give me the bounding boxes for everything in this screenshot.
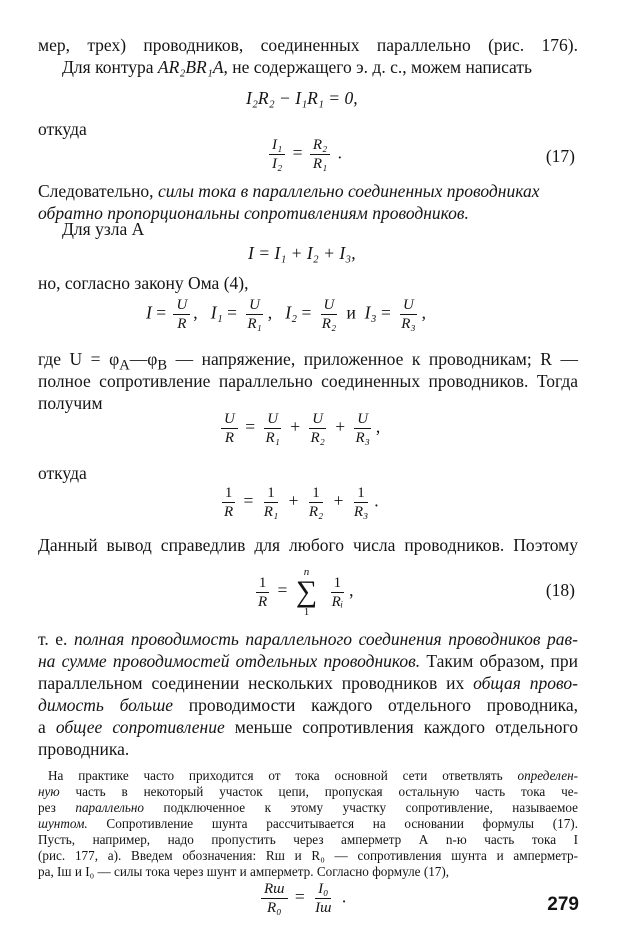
denominator: R₁ <box>247 316 262 332</box>
text-segment: Для контура <box>62 57 158 77</box>
numerator: U <box>354 410 371 429</box>
text-segment: рез <box>38 800 76 815</box>
text-line-2 <box>62 56 578 78</box>
fraction <box>261 880 288 917</box>
upper-limit: n <box>303 566 310 578</box>
text-line-15 <box>38 672 578 694</box>
text-line-11: получим <box>38 393 103 413</box>
equation-sum-1: $\frac{1}{R}$ = $\frac{1}{\text{R₁}}$ + $\frac{1}{\text{R₂}}$ + $\frac{1}{\text{R₃}}$ . <box>218 484 379 521</box>
numerator: R₂ <box>310 136 330 155</box>
denominator: R₂ <box>308 504 324 520</box>
numerator: I₀ <box>315 880 331 899</box>
small-line-1 <box>48 768 578 784</box>
text-line-16 <box>38 694 578 716</box>
text-segment: Сопротивление шунта рассчитывается на основании формулы (17). <box>87 816 578 831</box>
page-number: 279 <box>547 894 579 915</box>
text-line-17 <box>38 716 578 738</box>
numerator: U <box>321 296 338 315</box>
text-segment: Следовательно, <box>38 181 158 201</box>
text-line-5 <box>38 180 578 202</box>
equation-17: $\frac{\text{I₁}}{\text{I₂}}$ = $\frac{\text{R₂}}{\text{R₁}}$ . <box>266 136 342 173</box>
var: I₁ <box>210 302 223 323</box>
text-italic: полная проводимость параллельного соединения проводников рав- <box>73 629 578 649</box>
equation-ohm: I = $\frac{U}{R}$ , I₁ = $\frac{U}{\text{R₁}}$ , I₂ = $\frac{U}{\text{R₂}}$ и I₃ = $\frac{U}{\text{R₃}}$ , <box>146 297 426 332</box>
small-line-5: Пусть, например, надо пропустить через амперметр А n-ю часть тока I <box>38 832 578 847</box>
denominator: R <box>224 504 234 520</box>
sigma-sign: ∑ <box>295 575 318 608</box>
text-segment: где U = φ <box>38 349 120 369</box>
text-segment: проводимости каждого отдельного проводника, <box>173 695 578 715</box>
equation-18: $\frac{1}{R}$ = n ∑ 1 $\frac{1}{\text{Rᵢ}}$ , <box>252 566 353 618</box>
text-segment: подключенное к этому участку сопротивление, называемое <box>143 800 578 815</box>
fraction <box>329 574 347 611</box>
text-italic: ную <box>38 784 60 799</box>
numerator: U <box>246 296 263 315</box>
equation-sum-u: $\frac{U}{R}$ = $\frac{U}{\text{R₁}}$ + $\frac{U}{\text{R₂}}$ + $\frac{U}{\text{R₃}}$ , <box>218 410 380 447</box>
denominator: R <box>258 593 268 610</box>
denominator: R₂ <box>321 316 337 332</box>
denominator: I₂ <box>272 156 283 172</box>
text-segment: при <box>544 651 579 671</box>
text-italic: на сумме проводимостей отдельных проводников. <box>38 651 421 671</box>
numerator: 1 <box>222 484 236 503</box>
var: I₂ <box>285 302 298 323</box>
denominator: R₃ <box>355 430 370 446</box>
fraction <box>319 296 339 333</box>
numerator: 1 <box>354 484 368 503</box>
fraction <box>262 410 282 447</box>
denominator: Rᵢ <box>331 593 344 610</box>
text-italic: шунтом. <box>38 816 88 831</box>
numerator: 1 <box>256 574 270 593</box>
fraction <box>310 136 330 173</box>
text-segment: Таким образом, <box>420 651 545 671</box>
numerator: I₁ <box>269 136 285 155</box>
denominator: R₀ <box>267 900 282 916</box>
numerator: 1 <box>331 574 345 593</box>
numerator: 1 <box>309 484 323 503</box>
text-segment: На практике часто приходится от тока основной сети ответвлять <box>48 768 518 783</box>
text-line-14 <box>38 650 578 672</box>
fraction <box>221 410 238 447</box>
text-segment: параллельном соединении нескольких проводников их <box>38 673 465 693</box>
small-line-4 <box>38 816 578 832</box>
denominator: R <box>224 430 234 446</box>
small-line-3 <box>38 800 578 816</box>
equation-node: I = I₁ + I₂ + I₃, <box>248 243 356 263</box>
equation-number-18: (18) <box>545 580 575 600</box>
text-segment: часть в некоторый участок цепи, пропуская остальную часть тока че- <box>59 784 578 799</box>
equation-number-17: (17) <box>545 146 575 166</box>
denominator: R₁ <box>265 430 280 446</box>
text-line-8: но, согласно закону Ома (4), <box>38 273 249 293</box>
numerator: U <box>309 410 326 429</box>
numerator: Rш <box>261 880 288 899</box>
text-segment: , не содержащего э. д. с., можем написать <box>223 57 533 77</box>
numerator: U <box>264 410 281 429</box>
denominator: R₁ <box>263 504 279 520</box>
small-line-6: (рис. 177, а). Введем обозначения: Rш и R₀ — сопротивления шунта и амперметр- <box>38 848 578 863</box>
numerator: U <box>400 296 417 315</box>
lower-limit: 1 <box>303 606 310 618</box>
numerator: 1 <box>264 484 278 503</box>
summation <box>296 566 317 618</box>
denominator: R₃ <box>401 316 416 332</box>
var: I <box>146 302 152 323</box>
numerator: U <box>221 410 238 429</box>
denominator: Iш <box>315 900 332 916</box>
small-line-7: ра, Iш и I₀ — силы тока через шунт и амперметр. Согласно формуле (17), <box>38 864 450 879</box>
text-italic: общая прово- <box>464 673 578 693</box>
fraction <box>261 484 281 521</box>
text-line-13 <box>38 628 578 650</box>
text-segment: а <box>38 717 56 737</box>
fraction <box>312 880 334 917</box>
text-line-18: проводника. <box>38 739 130 759</box>
text-line-10: полное сопротивление параллельно соединенных проводников. Тогда <box>38 371 578 391</box>
fraction <box>173 296 190 333</box>
conjunction: и <box>346 302 356 323</box>
denominator: R₃ <box>353 504 369 520</box>
text-line-6: обратно пропорциональны сопротивлениям проводников. <box>38 203 469 223</box>
fraction <box>306 484 326 521</box>
math-contour: AR₂BR₁A <box>157 57 224 77</box>
text-italic: димость больше <box>38 695 174 715</box>
fraction <box>221 484 236 521</box>
fraction <box>244 296 264 333</box>
fraction <box>255 574 270 611</box>
text-line-7: Для узла А <box>62 219 145 239</box>
fraction <box>398 296 418 333</box>
text-segment: — напряжение, приложенное к проводникам; R — <box>167 349 578 369</box>
text-italic: параллельно <box>75 800 144 815</box>
text-segment: т. е. <box>38 629 74 649</box>
equation-kirchhoff: I₂R₂ − I₁R₁ = 0, <box>246 88 358 108</box>
small-line-2 <box>38 784 578 800</box>
text-italic: определен- <box>517 768 578 783</box>
denominator: R <box>177 316 187 332</box>
text-line-1: мер, трех) проводников, соединенных параллельно (рис. 176). <box>38 35 578 55</box>
text-italic: общее сопротивление <box>55 717 225 737</box>
text-line-12: Данный вывод справедлив для любого числа проводников. Поэтому <box>38 535 578 555</box>
equation-shunt: $\frac{Rш}{\text{R₀}}$ = $\frac{\text{I₀}}{Iш}$ . <box>258 880 346 917</box>
var: I₃ <box>364 302 377 323</box>
fraction <box>269 136 285 173</box>
fraction <box>307 410 327 447</box>
text-segment: меньше сопротивления каждого отдельного <box>224 717 578 737</box>
fraction <box>351 484 371 521</box>
text-italic: силы тока в параллельно соединенных проводниках <box>157 181 540 201</box>
numerator: U <box>173 296 190 315</box>
text-otkuda-2: откуда <box>38 463 87 483</box>
text-otkuda-1: откуда <box>38 119 87 139</box>
text-line-9: где $U = \varphi_A—\varphi_B$ — напряжение, приложенное к проводникам; R — <box>38 349 578 374</box>
denominator: R₂ <box>310 430 325 446</box>
fraction <box>353 410 373 447</box>
denominator: R₁ <box>312 156 328 172</box>
